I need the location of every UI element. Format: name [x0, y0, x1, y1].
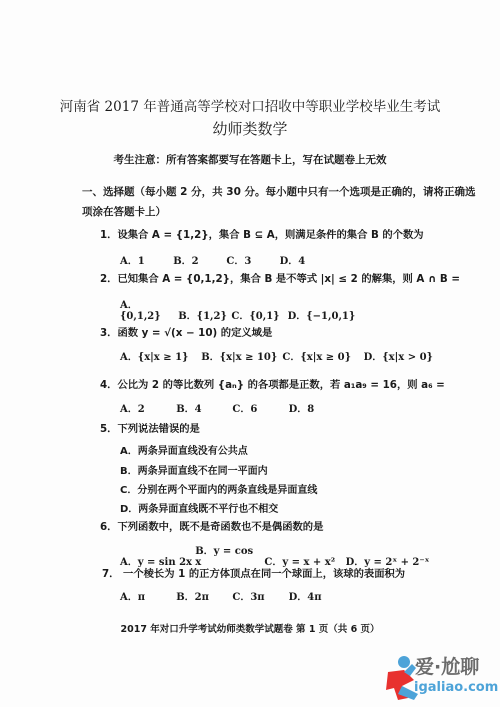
question-5-option-b: B．两条异面直线不在同一平面内 [120, 466, 268, 477]
question-option: B．2π [176, 592, 209, 603]
question-option: B．4 [176, 404, 202, 415]
question-option: C．3 [226, 256, 252, 267]
question-option: A．π [120, 592, 146, 603]
question-3-stem: 3．函数 y = √(x − 10) 的定义域是 [100, 327, 273, 339]
question-2-stem: 2．已知集合 A = {0,1,2}，集合 B 是不等式 |x| ≤ 2 的解集，则 A ∩ B = [100, 273, 460, 285]
question-option: D．4π [288, 592, 322, 603]
question-option: C．{x|x ≥ 0} [282, 352, 352, 363]
question-option: A．y = sin 2x [120, 557, 193, 568]
page-footer: 2017 年对口升学考试幼师类数学试题卷 第 1 页（共 6 页） [120, 624, 380, 635]
question-option: A．{0,1,2} [120, 300, 161, 322]
question-2-options [120, 296, 358, 322]
question-1-stem: 1．设集合 A = {1,2}，集合 B ⊆ A，则满足条件的集合 B 的个数为 [100, 229, 424, 241]
question-5-option-c: C．分别在两个平面内的两条直线是异面直线 [120, 485, 318, 496]
question-option: B．{x|x ≥ 10} [201, 352, 278, 363]
question-4-options [120, 400, 339, 415]
question-option: D．{x|x > 0} [363, 352, 433, 363]
question-option: D．{−1,0,1} [287, 311, 356, 322]
question-7-options [120, 588, 339, 603]
question-option: C．6 [232, 404, 258, 415]
question-option: B．2 [173, 256, 199, 267]
question-5-option-a: A．两条异面直线没有公共点 [120, 446, 248, 457]
question-6-stem: 6．下列函数中，既不是奇函数也不是偶函数的是 [100, 521, 324, 533]
question-option: D．4 [279, 256, 306, 267]
question-4-stem: 4．公比为 2 的等比数列 {aₙ} 的各项都是正数，若 a₁a₉ = 16，则 a₆ = [100, 379, 445, 391]
watermark-brand: 爱·尬聊 [415, 656, 480, 678]
question-option: B．y = cos x [195, 546, 254, 568]
question-option: B．{1,2} [178, 311, 227, 322]
question-1-options [120, 252, 330, 267]
question-option: D．y = 2ˣ + 2⁻ˣ [345, 557, 430, 568]
question-option: C．3π [232, 592, 265, 603]
section-heading-line2: 项涂在答题卡上） [82, 206, 166, 218]
question-7-stem: 7． 一个棱长为 1 的正方体顶点在同一个球面上，该球的表面积为 [102, 568, 406, 580]
exam-title: 河南省 2017 年普通高等学校对口招收中等职业学校毕业生考试 [59, 99, 441, 115]
exam-subtitle: 幼师类数学 [212, 120, 288, 138]
question-5-option-d: D．两条异面直线既不平行也不相交 [120, 504, 279, 515]
exam-notice: 考生注意：所有答案都要写在答题卡上，写在试题卷上无效 [113, 154, 387, 166]
watermark-domain: igaliao.com [414, 680, 499, 695]
question-5-stem: 5．下列说法错误的是 [100, 423, 200, 435]
question-option: C．y = x + x² [264, 557, 336, 568]
question-option: A．1 [120, 256, 145, 267]
question-3-options [120, 348, 434, 363]
question-option: D．8 [288, 404, 315, 415]
section-heading-line1: 一、选择题（每小题 2 分，共 30 分。每小题中只有一个选项是正确的，请将正确选 [82, 186, 476, 198]
question-option: C．{0,1} [231, 311, 280, 322]
question-option: A．{x|x ≥ 1} [120, 352, 189, 363]
question-option: A．2 [120, 404, 145, 415]
